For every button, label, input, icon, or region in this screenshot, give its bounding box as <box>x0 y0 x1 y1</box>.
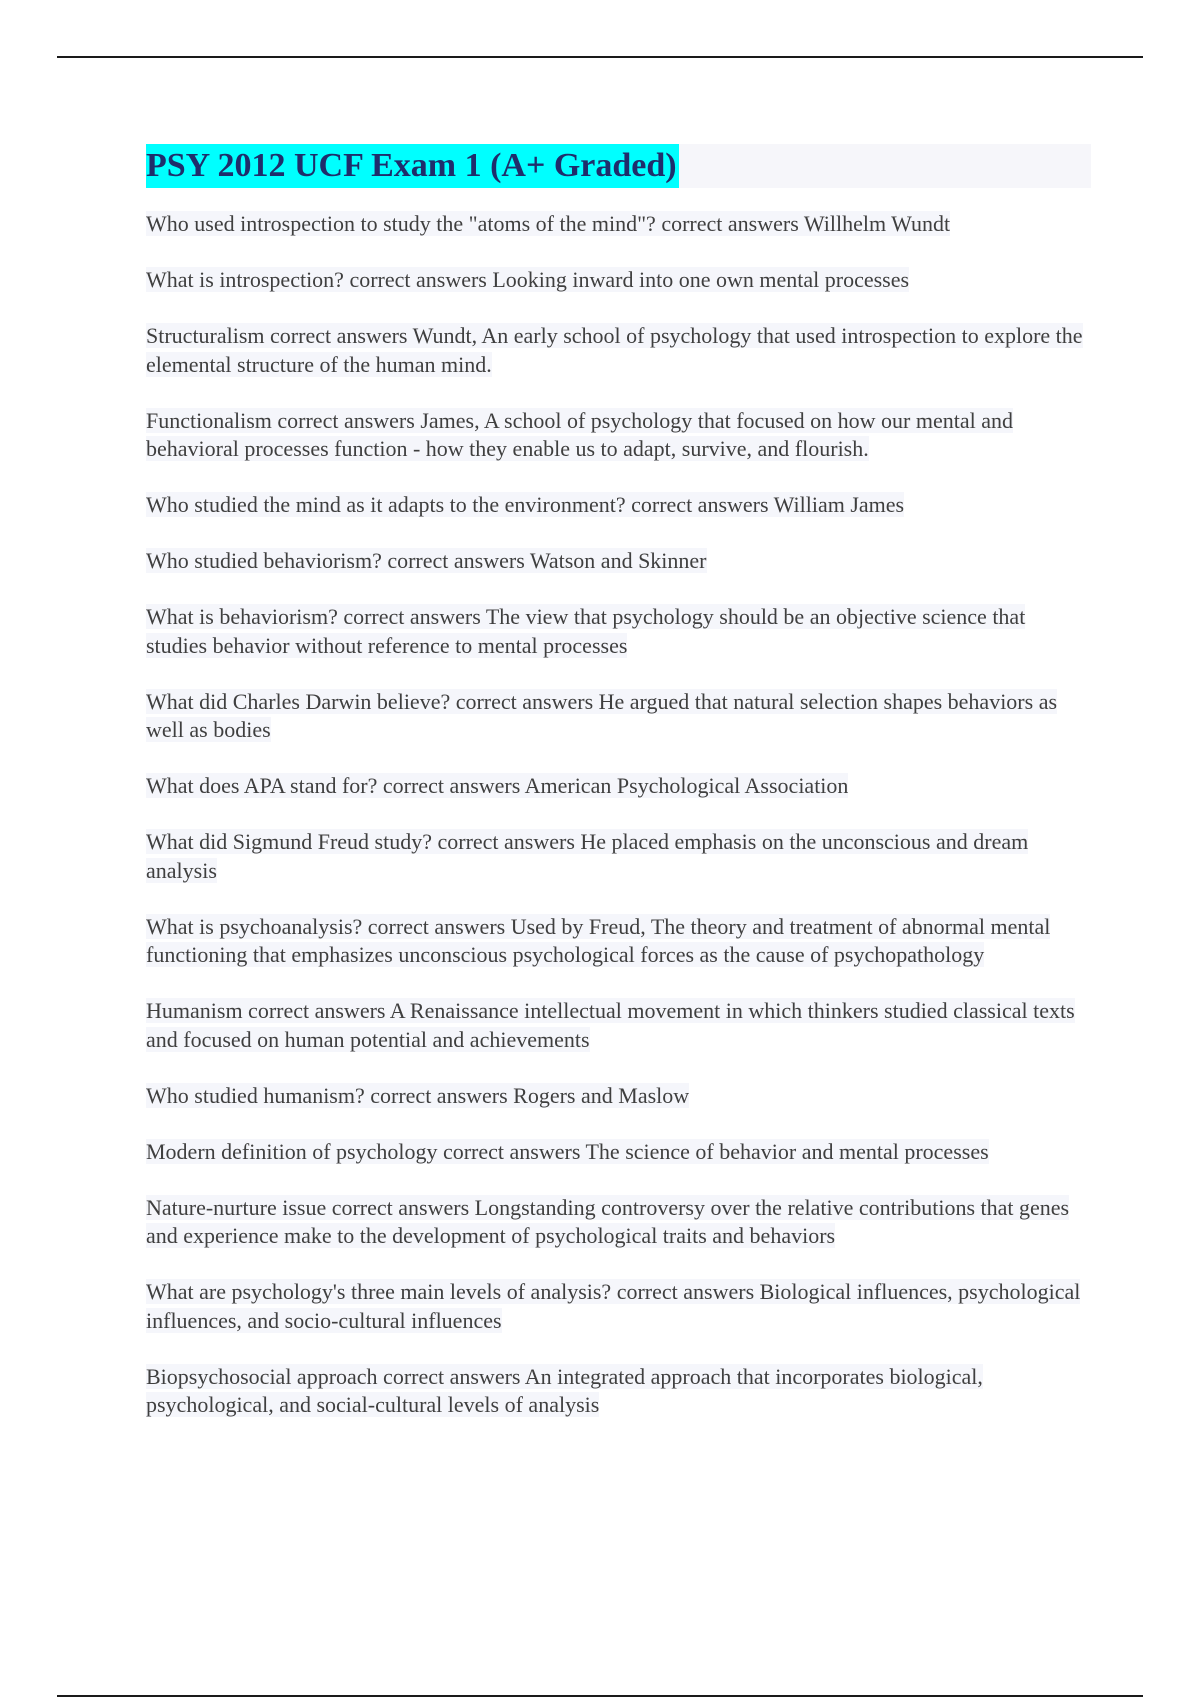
qa-item: What did Charles Darwin believe? correct answers He argued that natural selection shapes behaviors as well as bodies <box>146 688 1058 742</box>
qa-item: Who studied the mind as it adapts to the environment? correct answers William James <box>146 492 905 517</box>
qa-item: Functionalism correct answers James, A school of psychology that focused on how our mental and behavioral processes function - how they enable us to adapt, survive, and flourish. <box>146 407 1013 461</box>
qa-item: Modern definition of psychology correct answers The science of behavior and mental processes <box>146 1138 989 1164</box>
qa-item: What are psychology's three main levels of analysis? correct answers Biological influences, psychological influences, and socio-cultural influences <box>146 1279 1081 1333</box>
document-title: PSY 2012 UCF Exam 1 (A+ Graded) <box>146 144 679 188</box>
qa-item: Structuralism correct answers Wundt, An early school of psychology that used introspection to explore the elemental structure of the human mind. <box>146 323 1083 377</box>
document-body <box>146 144 1091 1447</box>
qa-item: What is psychoanalysis? correct answers Used by Freud, The theory and treatment of abnormal mental functioning that emphasizes unconscious psychological forces as the cause of psychopathology <box>146 913 1051 967</box>
qa-item: Humanism correct answers A Renaissance intellectual movement in which thinkers studied classical texts and focused on human potential and achievements <box>146 998 1075 1052</box>
qa-item: Who studied humanism? correct answers Rogers and Maslow <box>146 1082 690 1108</box>
page-bottom-rule <box>57 1695 1143 1697</box>
qa-item: Who used introspection to study the "atoms of the mind"? correct answers Willhelm Wundt <box>146 211 951 236</box>
qa-item: What does APA stand for? correct answers American Psychological Association <box>146 773 849 798</box>
page-top-rule <box>57 56 1143 58</box>
qa-item: What did Sigmund Freud study? correct answers He placed emphasis on the unconscious and dream analysis <box>146 829 1029 883</box>
qa-item: Who studied behaviorism? correct answers Watson and Skinner <box>146 548 707 573</box>
qa-item: Biopsychosocial approach correct answers An integrated approach that incorporates biological, psychological, and social-cultural levels of analysis <box>146 1363 983 1417</box>
qa-item: Nature-nurture issue correct answers Longstanding controversy over the relative contributions that genes and experience make to the development of psychological traits and behaviors <box>146 1194 1070 1248</box>
qa-item: What is introspection? correct answers Looking inward into one own mental processes <box>146 267 910 292</box>
qa-item: What is behaviorism? correct answers The view that psychology should be an objective science that studies behavior without reference to mental processes <box>146 604 1026 658</box>
title-band <box>146 144 1091 188</box>
